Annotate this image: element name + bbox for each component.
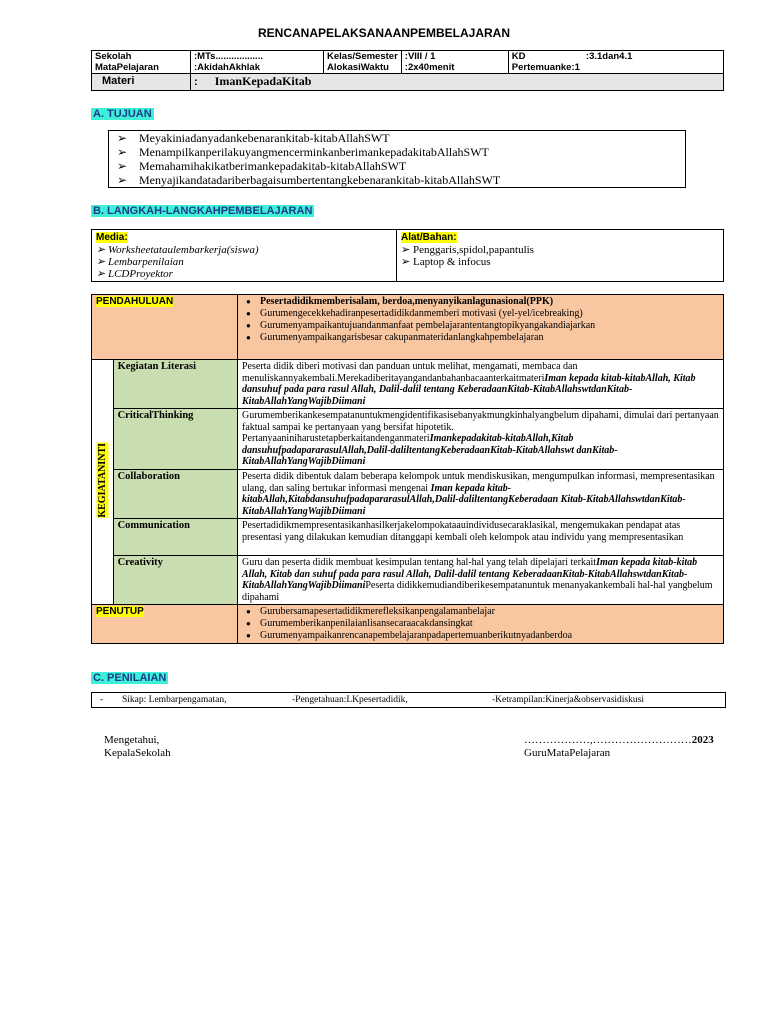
alokasi-value: :2x40menit (404, 62, 455, 73)
alat-label: Alat/Bahan: (401, 232, 457, 243)
inti-label-communication: Communication (117, 520, 190, 531)
sekolah-value-cell (191, 51, 324, 74)
penutup-label-cell (92, 605, 238, 644)
alat-cell (397, 230, 724, 282)
kd-label: KD (511, 51, 526, 62)
list-item: ➢ Worksheetataulembarkerja(siswa) (96, 244, 259, 256)
materi-value: ImanKepadaKitab (214, 74, 312, 88)
pendahuluan-label-cell (92, 295, 238, 360)
arrow-icon: ➢ (117, 131, 128, 145)
media-cell (92, 230, 397, 282)
materi-colon: : (194, 76, 198, 88)
alokasi-label: AlokasiWaktu (327, 62, 389, 73)
list-item: ● Gurumenyampaikantujuandanmanfaat pembelajarantentangtopikyangakandiajarkan (260, 320, 719, 332)
sekolah-label-cell (92, 51, 191, 74)
list-item: ● Pesertadidikmemberisalam, berdoa,menyanyikanlagunasional(PPK) (260, 296, 719, 308)
inti-label-cell (113, 556, 237, 605)
inti-content-creativity: Guru dan peserta didik membuat kesimpulan tentang hal-hal yang telah dipelajari terkaitIman kepada kitab-kitab Allah, Kitab dan suhuf pada para rasul Allah, Dalil-dalil tentang KeberadaanKitab-KitabAllahswtdanKitab-KitabAllahYangWajibDiimaniPeserta didikkemudiandiberikesempatanuntuk menanyakankembali hal-hal yangbelum dipahami (238, 556, 724, 605)
inti-label-cell (113, 409, 237, 470)
page-title: RENCANAPELAKSANAANPEMBELAJARAN (257, 26, 510, 40)
kegiatan-inti-cell (92, 360, 114, 605)
list-item: ➢ MenampilkanperilakuyangmencerminkanberimankepadakitabAllahSWT (117, 145, 489, 159)
list-item: ➢ LCDProyektor (96, 268, 173, 280)
list-item: ➢ Laptop & infocus (401, 256, 491, 268)
inti-label-creativity: Creativity (117, 557, 163, 568)
media-table (91, 229, 724, 282)
mapel-label: MataPelajaran (95, 62, 159, 73)
penilaian-keterampilan: -Ketrampilan:Kinerja&observasidiskusi (492, 695, 644, 705)
penilaian-sikap: Sikap: Lembarpengamatan, (122, 695, 227, 705)
pendahuluan-label: PENDAHULUAN (96, 296, 174, 307)
kd-label-cell (508, 51, 583, 74)
arrow-icon: ➢ (401, 256, 411, 268)
inti-content-literasi: Peserta didik diberi motivasi dan panduan untuk melihat, mengamati, membaca dan menuliskannyakembali.MerekadiberitayangandanbahanbacaanterkaitmateriIman kepada kitab-kitabAllah, Kitab dansuhuf pada para rasul Allah, Dalil-dalil tentang KeberadaanKitab-KitabAllahswtdanKitab-KitabAllahYangWajibDiimani (238, 360, 724, 409)
sekolah-value: :MTs.................. (194, 51, 263, 62)
media-label: Media: (96, 232, 128, 243)
kelas-label-cell (324, 51, 402, 74)
header-table (91, 50, 724, 91)
kegiatan-inti-label: KEGIATANINTI (96, 442, 108, 518)
list-item: ● Gurumengecekkehadiranpesertadidikdanmemberi motivasi (yel-yel/icebreaking) (260, 308, 719, 320)
inti-label-cell (113, 360, 237, 409)
penutup-label: PENUTUP (96, 606, 144, 617)
arrow-icon: ➢ (117, 173, 128, 187)
list-item: ● Gurubersamapesertadidikmerefleksikanpengalamanbelajar (260, 606, 719, 618)
list-item: ● Gurumenyampaikangarisbesar cakupanmateridanlangkahpembelajaran (260, 332, 719, 344)
arrow-icon: ➢ (96, 244, 106, 256)
inti-content-critical-thinking: Gurumemberikankesempatanuntukmengidentifikasisebanyakmungkinhalyangbelum dipahami, dimulai dari pertanyaan faktual sampai ke pertanyaan yang bersifat hipotetik. PertanyaaniniharustetapberkaitandenganmateriImankepadakitab-kitabAllah,Kitab dansuhufpadapararasulAllah,Dalil-daliltentangKeberadaanKitab-KitabAllahswt danKitab-KitabAllahYangWajibDiimani (238, 409, 724, 470)
inti-label-collaboration: Collaboration (117, 471, 180, 482)
section-c-heading: C. PENILAIAN (93, 672, 167, 684)
date-placeholder: ………………,……………………… (524, 734, 692, 746)
kd-value: :3.1dan4.1 (585, 51, 633, 62)
list-item: ➢ Penggaris,spidol,papantulis (401, 244, 534, 256)
section-b-heading: B. LANGKAH-LANGKAHPEMBELAJARAN (93, 205, 313, 217)
sekolah-label: Sekolah (95, 51, 132, 62)
inti-content-collaboration: Peserta didik dibentuk dalam beberapa kelompok untuk mendiskusikan, mengumpulkan informasi, mempresentasikan ulang, dan saling bertukar informasi mengenai Iman kepada kitab-kitabAllah,KitabdansuhufpadapararasulAllah,Dalil-daliltentangKeberadaan Kitab-KitabAllahswtdanKitab-KitabAllahYangWajibDiimani (238, 470, 724, 519)
arrow-icon: ➢ (96, 268, 106, 280)
arrow-icon: ➢ (117, 145, 128, 159)
arrow-icon: ➢ (401, 244, 411, 256)
penilaian-dash: - (100, 695, 104, 705)
list-item: ➢ Menyajikandatadariberbagaisumbertentangkebenarankitab-kitabAllahSWT (117, 173, 501, 187)
section-a-heading: A. TUJUAN (93, 108, 152, 120)
year-text: 2023 (691, 734, 714, 746)
list-item: ● Gurumemberikanpenilaianlisansecaraacakdansingkat (260, 618, 719, 630)
list-item: ➢ Memahamihakikatberimankepadakitab-kitabAllahSWT (117, 159, 407, 173)
inti-label-critical-thinking: CriticalThinking (117, 410, 194, 421)
penilaian-box (91, 692, 726, 708)
pertemuan-label: Pertemuanke:1 (511, 62, 580, 73)
mapel-value: :AkidahAkhlak (194, 62, 260, 73)
guru-text: GuruMataPelajaran (524, 747, 611, 759)
kd-value-cell (583, 51, 724, 74)
arrow-icon: ➢ (96, 256, 106, 268)
pendahuluan-content (238, 295, 724, 360)
kepala-sekolah-text: KepalaSekolah (104, 747, 171, 759)
tujuan-box (108, 130, 686, 188)
arrow-icon: ➢ (117, 159, 128, 173)
materi-value-cell (191, 74, 724, 91)
inti-label-cell (113, 519, 237, 556)
kelas-value-cell (401, 51, 508, 74)
signature-right (524, 734, 714, 760)
signature-left (104, 734, 171, 760)
kelas-label: Kelas/Semester (327, 51, 398, 62)
kelas-value: :VIII / 1 (404, 51, 436, 62)
inti-label-cell (113, 470, 237, 519)
penutup-content (238, 605, 724, 644)
list-item: ● Gurumenyampaikanrencanapembelajaranpadapertemuanberikutnyadanberdoa (260, 630, 719, 642)
list-item: ➢ Lembarpenilaian (96, 256, 184, 268)
mengetahui-text: Mengetahui, (104, 734, 160, 746)
list-item: ➢ Meyakiniadanyadankebenarankitab-kitabAllahSWT (117, 131, 390, 145)
inti-label-literasi: Kegiatan Literasi (117, 361, 197, 372)
activities-table (91, 294, 724, 644)
penilaian-pengetahuan: -Pengetahuan:LKpesertadidik, (292, 695, 408, 705)
inti-content-communication: Pesertadidikmempresentasikanhasilkerjakelompokataauindividusecaraklasikal, mengemukakan pendapat atas presentasi yang dilakukan kemudian ditanggapi kembali oleh kelompok atau individu yang mempresentasikan (238, 519, 724, 556)
materi-label: Materi (92, 74, 191, 91)
